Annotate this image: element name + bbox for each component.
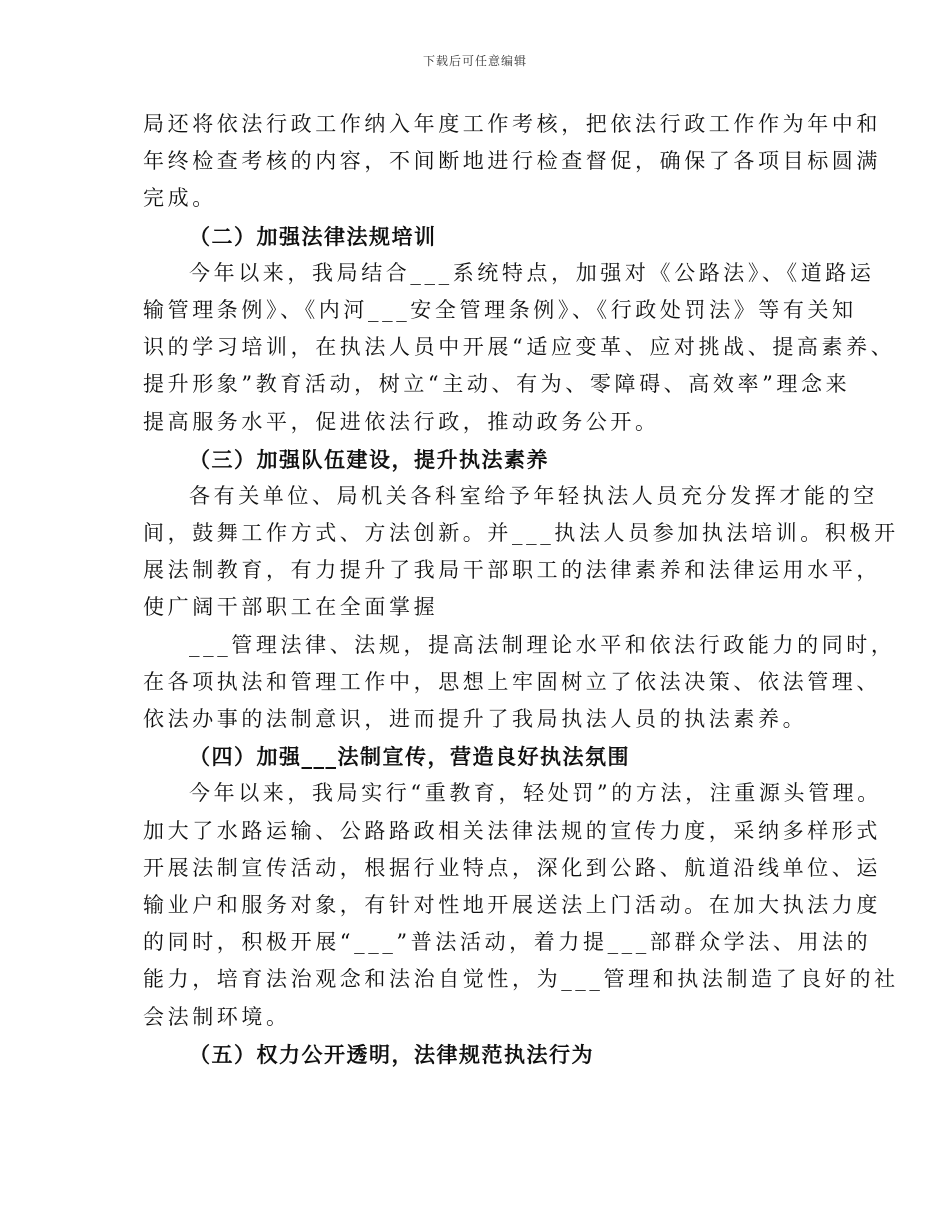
paragraph-line: 今年以来，我局实行“重教育，轻处罚”的方法，注重源头管理。: [189, 781, 882, 806]
paragraph-line: 展法制教育，有力提升了我局干部职工的法律素养和法律运用水平，: [143, 558, 881, 583]
paragraph-line: 使广阔干部职工在全面掌握: [143, 595, 439, 620]
paragraph-line: 能力，培育法治观念和法治自觉性，为___管理和执法制造了良好的社: [143, 967, 899, 992]
paragraph-line: 提高服务水平，促进依法行政，推动政务公开。: [143, 409, 660, 434]
paragraph-line: 会法制环境。: [143, 1004, 291, 1029]
paragraph-line: 年终检查考核的内容，不间断地进行检查督促，确保了各项目标圆满: [143, 149, 881, 174]
paragraph-line: 依法办事的法制意识，进而提升了我局执法人员的执法素养。: [143, 707, 808, 731]
paragraph-line: 提升形象”教育活动，树立“主动、有为、零障碍、高效率”理念来: [143, 372, 851, 397]
paragraph-line: 今年以来，我局结合___系统特点，加强对《公路法》、《道路运: [189, 260, 875, 285]
paragraph-line: 输业户和服务对象，有针对性地开展送法上门活动。在加大执法力度: [143, 892, 881, 917]
paragraph-line: 的同时，积极开展“___”普法活动，着力提___部群众学法、用法的: [143, 930, 872, 955]
section-heading: （三）加强队伍建设，提升执法素养: [189, 446, 549, 472]
section-heading: （二）加强法律法规培训: [189, 223, 437, 249]
paragraph-line: 输管理条例》、《内河___安全管理条例》、《行政处罚法》等有关知: [143, 297, 857, 322]
section-heading: （五）权力公开透明，法律规范执法行为: [189, 1041, 594, 1067]
paragraph-line: 在各项执法和管理工作中，思想上牢固树立了依法决策、依法管理、: [143, 669, 881, 694]
paragraph-line: 加大了水路运输、公路路政相关法律法规的宣传力度，采纳多样形式: [143, 818, 881, 843]
paragraph-line: 识的学习培训，在执法人员中开展“适应变革、应对挑战、提高素养、: [143, 335, 896, 360]
paragraph-line: 开展法制宣传活动，根据行业特点，深化到公路、航道沿线单位、运: [143, 855, 881, 880]
paragraph-line: 局还将依法行政工作纳入年度工作考核，把依法行政工作作为年中和: [143, 112, 881, 136]
page-header: 下载后可任意编辑: [422, 54, 527, 68]
document-body: [143, 106, 899, 1073]
paragraph-line: 各有关单位、局机关各科室给予年轻执法人员充分发挥才能的空: [189, 483, 878, 508]
section-heading: （四）加强___法制宣传，营造良好执法氛围: [189, 744, 630, 770]
paragraph-line: 完成。: [143, 186, 217, 211]
paragraph-line: 间，鼓舞工作方式、方法创新。并___执法人员参加执法培训。积极开: [143, 521, 899, 546]
paragraph-line: ___管理法律、法规，提高法制理论水平和依法行政能力的同时，: [189, 632, 896, 657]
